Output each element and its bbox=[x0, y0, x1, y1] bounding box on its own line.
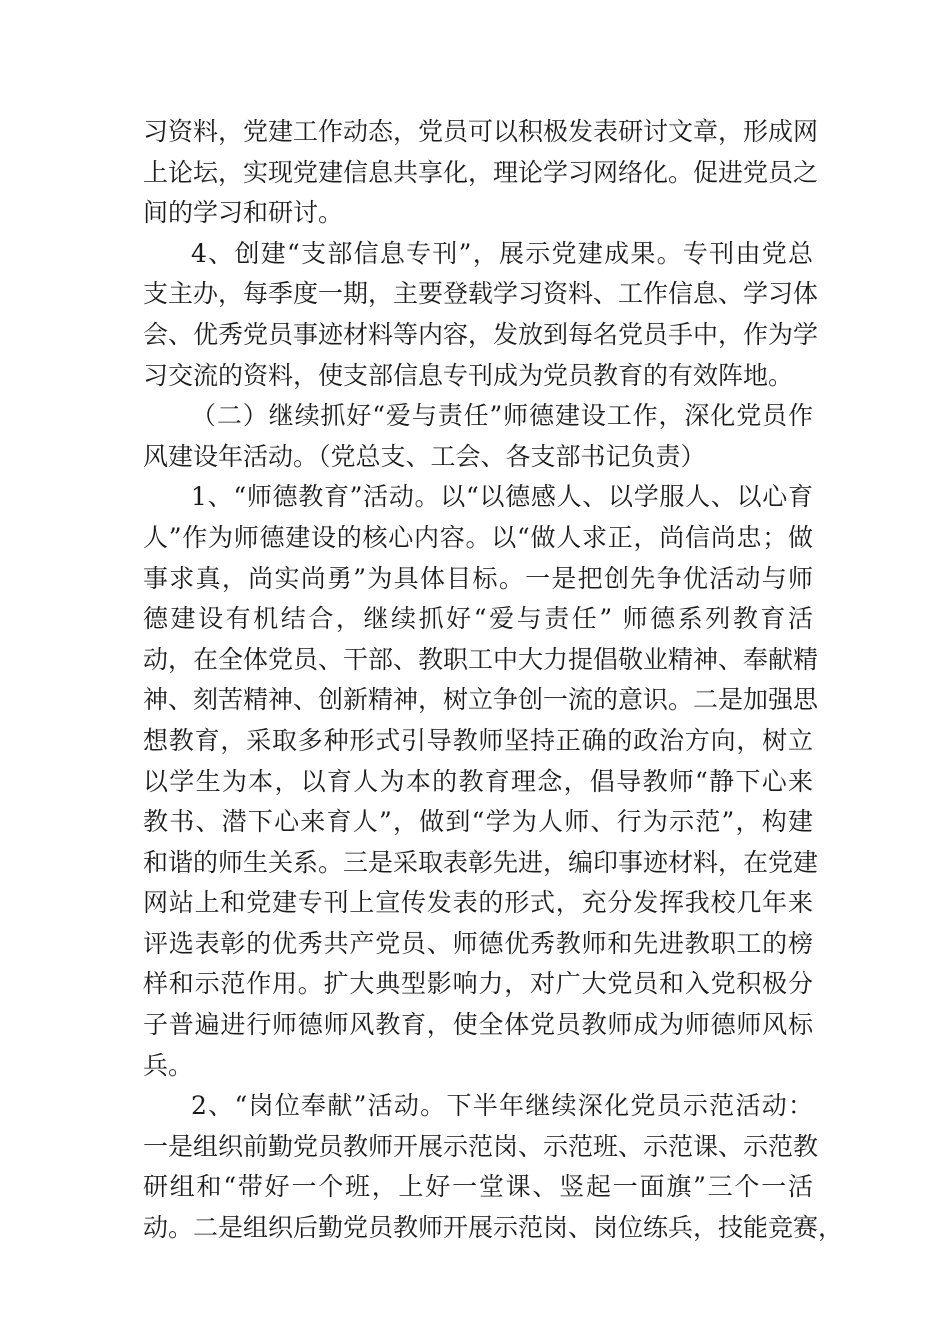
text-line: 样和示范作用。扩大典型影响力，对广大党员和入党积极分 bbox=[143, 969, 813, 999]
text-line: （二）继续抓好“爱与责任”师德建设工作，深化党员作 bbox=[191, 401, 813, 431]
text-line: 研组和“带好一个班，上好一堂课、竖起一面旗”三个一活 bbox=[143, 1172, 813, 1202]
text-line: 德建设有机结合，继续抓好“爱与责任” 师德系列教育活 bbox=[143, 604, 813, 634]
text-line: 习交流的资料，使支部信息专刊成为党员教育的有效阵地。 bbox=[143, 360, 794, 390]
text-line: 教书、潜下心来育人”，做到“学为人师、行为示范”，构建 bbox=[143, 807, 813, 837]
document-body bbox=[143, 112, 844, 1249]
text-line: 会、优秀党员事迹材料等内容，发放到每名党员手中，作为学 bbox=[143, 319, 819, 349]
text-line: 支主办，每季度一期，主要登载学习资料、工作信息、学习体 bbox=[143, 279, 819, 309]
text-line: 兵。 bbox=[143, 1050, 194, 1080]
text-line: 一是组织前勤党员教师开展示范岗、示范班、示范课、示范教 bbox=[143, 1131, 819, 1161]
text-line: 1、“师德教育”活动。以“以德感人、以学服人、以心育 bbox=[191, 482, 813, 512]
text-line: 子普遍进行师德师风教育，使全体党员教师成为师德师风标 bbox=[143, 1010, 813, 1040]
text-line: 评选表彰的优秀共产党员、师德优秀教师和先进教职工的榜 bbox=[143, 928, 813, 958]
text-line: 网站上和党建专刊上宣传发表的形式，充分发挥我校几年来 bbox=[143, 888, 813, 918]
text-line: 动，在全体党员、干部、教职工中大力提倡敬业精神、奉献精 bbox=[143, 644, 819, 674]
text-line: 习资料，党建工作动态，党员可以积极发表研讨文章，形成网 bbox=[143, 117, 819, 146]
text-line: 事求真，尚实尚勇”为具体目标。一是把创先争优活动与师 bbox=[143, 563, 813, 593]
text-line: 以学生为本，以育人为本的教育理念，倡导教师“静下心来 bbox=[143, 766, 813, 796]
text-line: 2、“岗位奉献”活动。下半年继续深化党员示范活动： bbox=[191, 1091, 813, 1121]
text-line: 4、创建“支部信息专刊”，展示党建成果。专刊由党总 bbox=[191, 238, 813, 268]
text-line: 风建设年活动。（党总支、工会、各支部书记负责） bbox=[143, 441, 706, 471]
text-line: 神、刻苦精神、创新精神，树立争创一流的意识。二是加强思 bbox=[143, 685, 819, 715]
text-line: 动。二是组织后勤党员教师开展示范岗、岗位练兵，技能竞赛， bbox=[143, 1213, 844, 1243]
text-line: 想教育，采取多种形式引导教师坚持正确的政治方向，树立 bbox=[143, 725, 813, 755]
text-line: 上论坛，实现党建信息共享化，理论学习网络化。促进党员之 bbox=[143, 157, 819, 187]
text-line: 和谐的师生关系。三是采取表彰先进，编印事迹材料，在党建 bbox=[143, 847, 819, 877]
text-line: 人”作为师德建设的核心内容。以“做人求正，尚信尚忠；做 bbox=[143, 522, 813, 552]
text-line: 间的学习和研讨。 bbox=[143, 198, 344, 228]
